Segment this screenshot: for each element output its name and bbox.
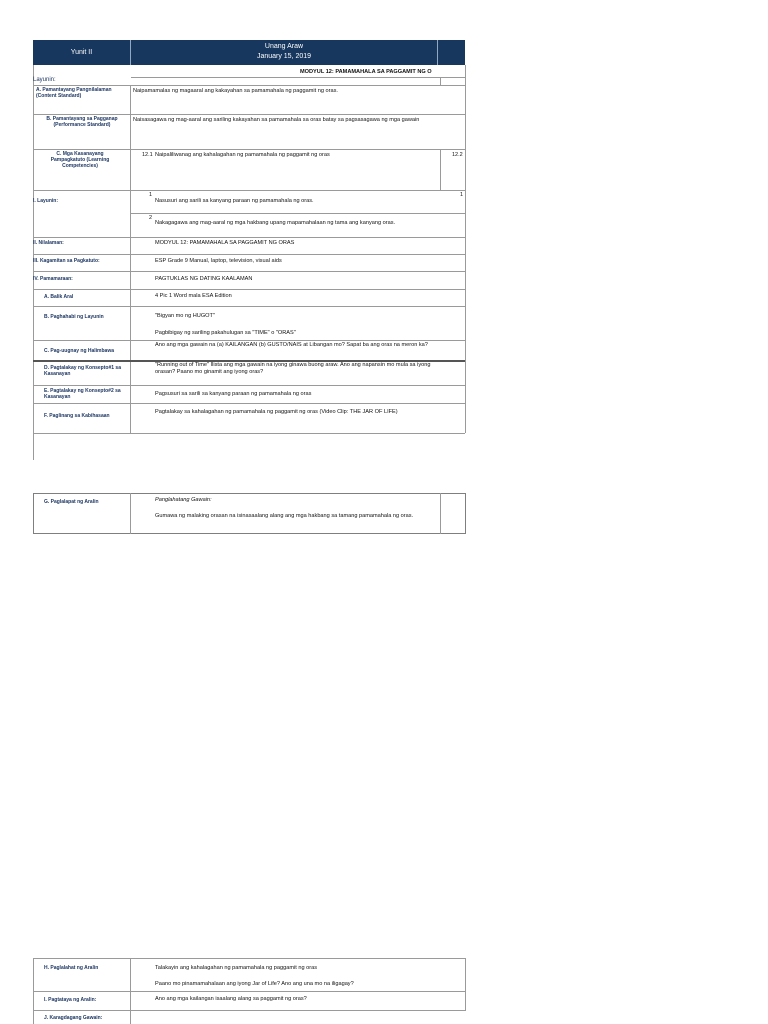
line-modyul	[131, 77, 465, 78]
pagtataya-text: Ano ang mga kailangan isaalang alang sa paggamit ng oras?	[155, 996, 307, 1002]
column-divider	[130, 85, 131, 433]
konsepto1-text: "Running out of Time" Ilista ang mga gawain na iyong ginawa buong araw. Ano ang napansin mo mula sa iyong orasan? Paano mo ginamit ang iyong oras?	[155, 362, 431, 375]
halimbawa-text: Ano ang mga gawain na (a) KAILANGAN (b) GUSTO/NAIS at Libangan mo? Sapat ba ang oras na meron ka?	[155, 342, 428, 348]
competency-text: Naipaliliwanag ang kahalagahan ng pamamahala ng paggamit ng oras	[155, 152, 330, 158]
pamamaraan-label: IV. Pamamaraan:	[33, 276, 73, 282]
karagdagang-label: J. Karagdagang Gawain:	[44, 1015, 103, 1021]
line-pamamaraan	[33, 271, 465, 272]
line-halimbawa	[33, 340, 465, 341]
paglalapat-divider-right	[440, 493, 441, 534]
paghahabi-text-2: Pagbibigay ng sariling pakahulugan sa "TIME" o "ORAS"	[155, 330, 296, 336]
line-modyul-v	[440, 77, 441, 85]
competencies-label: C. Mga Kasanayang Pampagkatuto (Learning Competencies)	[50, 151, 110, 169]
line-nilalaman	[33, 237, 465, 238]
layunin-item1-right: 1	[460, 192, 464, 198]
layunin-item1-number: 1	[149, 192, 153, 198]
line-kabihasaan-end	[33, 433, 465, 434]
layunin-label: I. Layunin:	[33, 198, 58, 204]
line-balik-aral	[33, 289, 465, 290]
line-karagdagang	[33, 1010, 466, 1011]
competency-number: 12.1	[142, 152, 153, 158]
paglalahat-text-1: Talakayin ang kahalagahan ng pamamahala ng paggamit ng oras	[155, 965, 318, 971]
layunin-item2-number: 2	[149, 215, 153, 221]
balik-aral-text: 4 Pic 1 Word mala ESA Edition	[155, 293, 232, 299]
konsepto1-label: D. Pagtalakay ng Konsepto#1 sa Kasanayan	[44, 365, 121, 377]
line-lc-v	[440, 149, 441, 190]
layunin-item2-text: Nakagagawa ang mag-aaral ng mga hakbang upang mapamahalaan ng tama ang kanyang oras.	[155, 220, 396, 226]
right-border	[465, 65, 466, 433]
line-konsepto2	[33, 385, 465, 386]
content-standard-text: Naipamamalas ng magaaral ang kakayahan sa pamamahala ng paggamit ng oras.	[133, 88, 338, 94]
date-label: January 15, 2019	[256, 53, 312, 60]
line-paglalahat	[33, 958, 466, 959]
line-paghahabi	[33, 306, 465, 307]
layunin-heading: Layunin:	[33, 77, 56, 83]
kabihasaan-text: Pagtalakay sa kahalagahan ng pamamahala ng paggamit ng oras (Video Clip: THE JAR OF LIFE)	[155, 409, 398, 415]
nilalaman-label: II. Nilalaman:	[33, 240, 64, 246]
content-standard-label: A. Pamantayang Pangnilalaman (Content Standard)	[36, 87, 112, 99]
paglalapat-text-2: Gumawa ng malaking orasan na isinasaalang alang ang mga hakbang sa tamang pamamahala ng oras.	[155, 513, 414, 519]
balik-aral-label: A. Balik Aral	[44, 294, 74, 300]
pagtataya-label: I. Pagtataya ng Aralin:	[44, 997, 97, 1003]
line-cs	[33, 85, 465, 86]
day-label: Unang Araw	[264, 43, 304, 50]
line-kagamitan	[33, 254, 465, 255]
paglalahat-label: H. Paglalahat ng Aralin	[44, 965, 99, 971]
modyul-title: MODYUL 12: PAMAMAHALA SA PAGGAMIT NG O	[300, 69, 432, 75]
kagamitan-text: ESP Grade 9 Manual, laptop, television, visual aids	[155, 258, 282, 264]
kabihasaan-label: F. Paglinang sa Kabihasaan	[44, 413, 110, 419]
line-lc	[33, 149, 465, 150]
paghahabi-label: B. Paghahabi ng Layunin	[44, 314, 104, 320]
paglalapat-divider	[130, 493, 131, 534]
paglalapat-label: G. Paglalapat ng Aralin	[44, 499, 99, 505]
paglalahat-text-2: Paano mo pinamamahalaan ang iyong Jar of Life? Ano ang una mo na iligagay?	[155, 981, 354, 987]
line-pagtataya	[33, 991, 466, 992]
konsepto2-text: Pagsusuri sa sarili sa kanyang paraan ng pamamahala ng oras	[155, 391, 312, 397]
line-layunin-mid	[130, 213, 465, 214]
line-layunin	[33, 190, 465, 191]
competency-number-right: 12.2	[452, 152, 463, 158]
bottom-right-border	[465, 958, 466, 1010]
kagamitan-label: III. Kagamitan sa Pagkatuto:	[33, 258, 100, 264]
layunin-item1-text: Nasusuri ang sarili sa kanyang paraan ng pamamahala ng oras.	[155, 198, 314, 204]
paghahabi-text-1: "Bigyan mo ng HUGOT"	[155, 313, 215, 319]
performance-standard-label: B. Pamantayang sa Pagganap (Performance Standard)	[46, 116, 118, 128]
unit-label: Yunit II	[33, 40, 130, 65]
line-ps	[33, 114, 465, 115]
performance-standard-text: Naisasagawa ng mag-aaral ang sariling kakayahan sa pamamahala sa oras batay sa pagsasagawa ng mga gawain	[133, 117, 420, 123]
paglalapat-text-1: Panglahatang Gawain:	[155, 497, 212, 503]
line-kabihasaan	[33, 403, 465, 404]
halimbawa-label: C. Pag-uugnay ng Halimbawa	[44, 348, 115, 354]
nilalaman-text: MODYUL 12: PAMAMAHALA SA PAGGAMIT NG ORAS	[155, 240, 295, 246]
konsepto2-label: E. Pagtalakay ng Konsepto#2 sa Kasanayan	[44, 388, 121, 400]
pamamaraan-text: PAGTUKLAS NG DATING KAALAMAN	[155, 276, 253, 282]
header-divider-right	[437, 40, 438, 65]
